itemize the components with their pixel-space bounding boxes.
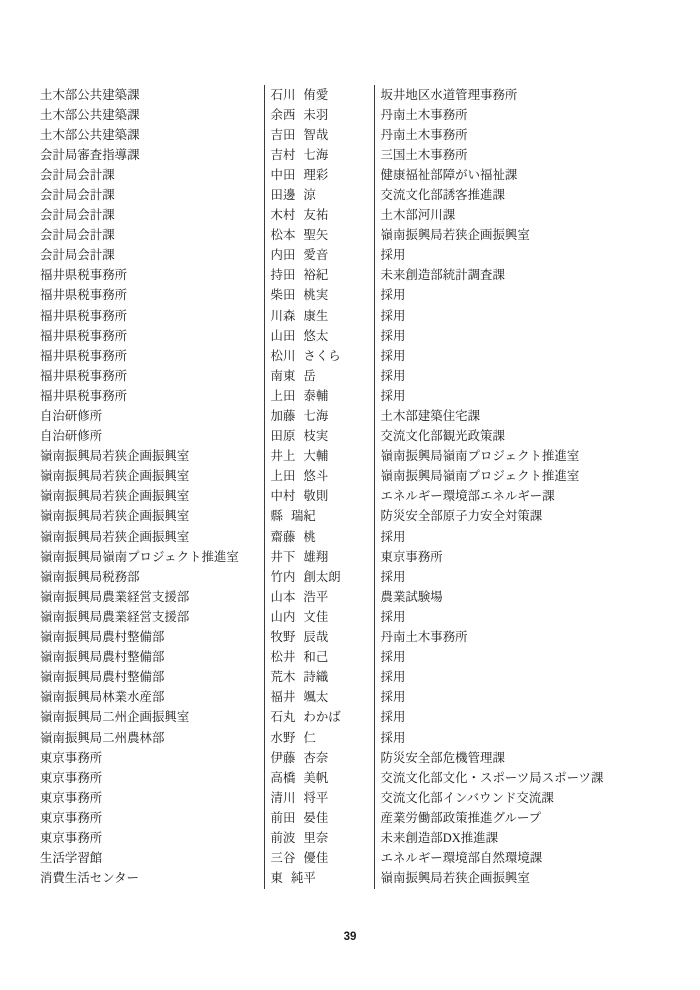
person-given-name: 未羽	[303, 107, 329, 122]
table-row	[38, 869, 668, 889]
person-surname: 山田	[270, 328, 296, 343]
cell-person-name	[264, 427, 374, 447]
cell-new-department: 採用	[374, 346, 668, 366]
person-given-name: 美帆	[303, 770, 329, 785]
cell-current-department: 福井県税事務所	[40, 368, 128, 383]
person-surname: 柴田	[270, 288, 296, 303]
table-row	[38, 346, 668, 366]
table-row	[38, 447, 668, 467]
table-row	[38, 386, 668, 406]
person-surname: 川森	[270, 308, 296, 323]
cell-current-department: 嶺南振興局農村整備部	[40, 630, 165, 645]
person-surname: 吉田	[270, 127, 296, 142]
table-row	[38, 145, 668, 165]
cell-person-name	[264, 306, 374, 326]
person-surname: 竹内	[270, 569, 296, 584]
cell-current-department: 土木部公共建築課	[40, 87, 140, 102]
cell-person-name	[264, 849, 374, 869]
person-surname: 水野	[270, 730, 296, 745]
cell-person-name	[264, 828, 374, 848]
person-given-name: 桃	[303, 529, 316, 544]
person-given-name: 瑞紀	[290, 509, 316, 524]
cell-new-department: 産業労働部政策推進グループ	[374, 808, 668, 828]
cell-new-department: 採用	[374, 607, 668, 627]
cell-person-name	[264, 105, 374, 125]
cell-person-name	[264, 85, 374, 105]
cell-current-department: 嶺南振興局若狭企画振興室	[40, 509, 190, 524]
cell-person-name	[264, 869, 374, 889]
person-surname: 三谷	[270, 851, 296, 866]
table-row	[38, 768, 668, 788]
cell-current-department: 土木部公共建築課	[40, 107, 140, 122]
cell-current-department: 福井県税事務所	[40, 348, 128, 363]
table-row	[38, 567, 668, 587]
person-given-name: さくら	[303, 348, 341, 363]
cell-current-department: 福井県税事務所	[40, 328, 128, 343]
cell-person-name	[264, 668, 374, 688]
cell-current-department: 会計局会計課	[40, 228, 115, 243]
table-row	[38, 286, 668, 306]
person-surname: 上田	[270, 388, 296, 403]
person-surname: 東	[270, 871, 283, 886]
cell-current-department: 会計局審査指導課	[40, 147, 140, 162]
table-row	[38, 487, 668, 507]
person-surname: 松本	[270, 228, 296, 243]
person-surname: 山内	[270, 609, 296, 624]
table-row	[38, 628, 668, 648]
personnel-transfer-table	[38, 85, 668, 889]
cell-current-department: 東京事務所	[40, 790, 103, 805]
cell-current-department: 嶺南振興局農業経営支援部	[40, 609, 190, 624]
person-given-name: 理彩	[303, 167, 329, 182]
person-given-name: 七海	[303, 147, 329, 162]
cell-current-department: 東京事務所	[40, 770, 103, 785]
person-surname: 田原	[270, 429, 296, 444]
person-given-name: 智哉	[303, 127, 329, 142]
table-row	[38, 407, 668, 427]
cell-new-department: 採用	[374, 246, 668, 266]
cell-person-name	[264, 185, 374, 205]
table-row	[38, 246, 668, 266]
cell-person-name	[264, 407, 374, 427]
cell-person-name	[264, 467, 374, 487]
person-surname: 高橋	[270, 770, 296, 785]
cell-new-department: 交流文化部インバウンド交流課	[374, 788, 668, 808]
cell-person-name	[264, 145, 374, 165]
cell-new-department: 嶺南振興局嶺南プロジェクト推進室	[374, 447, 668, 467]
table-row	[38, 467, 668, 487]
person-surname: 牧野	[270, 630, 296, 645]
cell-current-department: 自治研修所	[40, 429, 103, 444]
cell-new-department: エネルギー環境部自然環境課	[374, 849, 668, 869]
person-given-name: 桃実	[303, 288, 329, 303]
cell-new-department: 坂井地区水道管理事務所	[374, 85, 668, 105]
cell-current-department: 嶺南振興局林業水産部	[40, 690, 165, 705]
cell-new-department: 採用	[374, 286, 668, 306]
table-row	[38, 125, 668, 145]
cell-new-department: 採用	[374, 728, 668, 748]
cell-new-department: 採用	[374, 306, 668, 326]
table-row	[38, 828, 668, 848]
person-given-name: 枝実	[303, 429, 329, 444]
person-surname: 伊藤	[270, 750, 296, 765]
cell-person-name	[264, 326, 374, 346]
cell-current-department: 会計局会計課	[40, 208, 115, 223]
person-surname: 井上	[270, 449, 296, 464]
cell-person-name	[264, 527, 374, 547]
cell-person-name	[264, 286, 374, 306]
person-given-name: 悠斗	[303, 469, 329, 484]
person-surname: 福井	[270, 690, 296, 705]
table-row	[38, 728, 668, 748]
person-given-name: 泰輔	[303, 388, 329, 403]
cell-new-department: 採用	[374, 366, 668, 386]
table-row	[38, 366, 668, 386]
cell-person-name	[264, 708, 374, 728]
person-given-name: 将平	[303, 790, 329, 805]
person-surname: 井下	[270, 549, 296, 564]
cell-new-department: 交流文化部誘客推進課	[374, 185, 668, 205]
roster-table-container	[38, 85, 668, 889]
table-row	[38, 427, 668, 447]
person-given-name: 敬則	[303, 489, 329, 504]
person-given-name: 和己	[303, 650, 329, 665]
table-row	[38, 527, 668, 547]
person-given-name: 里奈	[303, 830, 329, 845]
person-given-name: 裕紀	[303, 268, 329, 283]
cell-new-department: 健康福祉部障がい福祉課	[374, 165, 668, 185]
table-row	[38, 788, 668, 808]
cell-person-name	[264, 366, 374, 386]
cell-person-name	[264, 768, 374, 788]
cell-new-department: 交流文化部観光政策課	[374, 427, 668, 447]
cell-current-department: 消費生活センター	[40, 871, 140, 886]
table-row	[38, 507, 668, 527]
person-given-name: 七海	[303, 409, 329, 423]
person-surname: 加藤	[270, 409, 296, 423]
person-surname: 南東	[270, 368, 296, 383]
cell-new-department: 三国土木事務所	[374, 145, 668, 165]
person-surname: 前波	[270, 830, 296, 845]
person-given-name: 康生	[303, 308, 329, 323]
person-given-name: 友祐	[303, 208, 329, 223]
cell-new-department: 採用	[374, 386, 668, 406]
cell-new-department: 丹南土木事務所	[374, 125, 668, 145]
person-surname: 山本	[270, 589, 296, 604]
table-row	[38, 668, 668, 688]
person-surname: 木村	[270, 208, 296, 223]
cell-current-department: 福井県税事務所	[40, 288, 128, 303]
cell-person-name	[264, 788, 374, 808]
cell-current-department: 嶺南振興局税務部	[40, 569, 140, 584]
person-given-name: 杏奈	[303, 750, 329, 765]
person-surname: 中村	[270, 489, 296, 504]
person-given-name: 聖矢	[303, 228, 329, 243]
person-surname: 松川	[270, 348, 296, 363]
person-surname: 石川	[270, 87, 296, 102]
cell-person-name	[264, 226, 374, 246]
cell-current-department: 会計局会計課	[40, 248, 115, 263]
cell-new-department: 丹南土木事務所	[374, 105, 668, 125]
cell-current-department: 東京事務所	[40, 810, 103, 825]
table-row	[38, 708, 668, 728]
cell-person-name	[264, 266, 374, 286]
page-number: 39	[343, 931, 357, 943]
table-row	[38, 266, 668, 286]
cell-person-name	[264, 487, 374, 507]
cell-new-department: 丹南土木事務所	[374, 628, 668, 648]
cell-new-department: 採用	[374, 708, 668, 728]
person-given-name: 涼	[303, 187, 316, 202]
cell-person-name	[264, 728, 374, 748]
cell-current-department: 嶺南振興局二州農林部	[40, 730, 165, 745]
cell-current-department: 福井県税事務所	[40, 268, 128, 283]
person-given-name: 仁	[303, 730, 316, 745]
cell-person-name	[264, 547, 374, 567]
cell-current-department: 嶺南振興局農村整備部	[40, 650, 165, 665]
table-row	[38, 587, 668, 607]
cell-new-department: 農業試験場	[374, 587, 668, 607]
cell-new-department: 嶺南振興局若狭企画振興室	[374, 226, 668, 246]
cell-new-department: 採用	[374, 527, 668, 547]
cell-person-name	[264, 688, 374, 708]
person-given-name: 純平	[290, 871, 316, 886]
cell-person-name	[264, 447, 374, 467]
cell-current-department: 嶺南振興局若狭企画振興室	[40, 529, 190, 544]
table-row	[38, 306, 668, 326]
cell-new-department: 採用	[374, 648, 668, 668]
person-given-name: 辰哉	[303, 630, 329, 645]
cell-new-department: 嶺南振興局嶺南プロジェクト推進室	[374, 467, 668, 487]
cell-current-department: 嶺南振興局嶺南プロジェクト推進室	[40, 549, 239, 564]
table-row	[38, 648, 668, 668]
cell-new-department: エネルギー環境部エネルギー課	[374, 487, 668, 507]
cell-new-department: 未来創造部DX推進課	[374, 828, 668, 848]
cell-person-name	[264, 386, 374, 406]
cell-person-name	[264, 246, 374, 266]
cell-new-department: 採用	[374, 326, 668, 346]
cell-person-name	[264, 125, 374, 145]
cell-new-department: 土木部河川課	[374, 206, 668, 226]
person-given-name: 優佳	[303, 851, 329, 866]
person-surname: 田邊	[270, 187, 296, 202]
table-row	[38, 607, 668, 627]
person-surname: 石丸	[270, 710, 296, 725]
person-surname: 吉村	[270, 147, 296, 162]
person-given-name: 岳	[303, 368, 316, 383]
cell-current-department: 嶺南振興局若狭企画振興室	[40, 489, 190, 504]
cell-new-department: 採用	[374, 688, 668, 708]
table-row	[38, 165, 668, 185]
cell-person-name	[264, 648, 374, 668]
person-surname: 荒木	[270, 670, 296, 685]
cell-person-name	[264, 346, 374, 366]
table-row	[38, 105, 668, 125]
cell-new-department: 土木部建築住宅課	[374, 407, 668, 427]
cell-person-name	[264, 748, 374, 768]
cell-person-name	[264, 587, 374, 607]
person-given-name: 詩織	[303, 670, 329, 685]
person-given-name: 颯太	[303, 690, 329, 705]
table-row	[38, 185, 668, 205]
cell-current-department: 自治研修所	[40, 409, 103, 423]
cell-current-department: 嶺南振興局農業経営支援部	[40, 589, 190, 604]
cell-person-name	[264, 567, 374, 587]
cell-current-department: 土木部公共建築課	[40, 127, 140, 142]
person-surname: 内田	[270, 248, 296, 263]
person-given-name: 浩平	[303, 589, 329, 604]
person-surname: 松井	[270, 650, 296, 665]
cell-current-department: 会計局会計課	[40, 187, 115, 202]
cell-current-department: 東京事務所	[40, 750, 103, 765]
person-given-name: 雄翔	[303, 549, 329, 564]
person-surname: 中田	[270, 167, 296, 182]
cell-current-department: 福井県税事務所	[40, 388, 128, 403]
cell-current-department: 福井県税事務所	[40, 308, 128, 323]
cell-person-name	[264, 808, 374, 828]
cell-new-department: 嶺南振興局若狭企画振興室	[374, 869, 668, 889]
person-given-name: 悠太	[303, 328, 329, 343]
cell-new-department: 東京事務所	[374, 547, 668, 567]
person-given-name: 創太朗	[303, 569, 341, 584]
person-surname: 清川	[270, 790, 296, 805]
person-given-name: 晏佳	[303, 810, 329, 825]
table-row	[38, 688, 668, 708]
cell-person-name	[264, 628, 374, 648]
person-surname: 持田	[270, 268, 296, 283]
table-row	[38, 748, 668, 768]
cell-person-name	[264, 607, 374, 627]
person-surname: 余西	[270, 107, 296, 122]
roster-table-body	[38, 85, 668, 889]
cell-person-name	[264, 507, 374, 527]
person-given-name: わかば	[303, 710, 341, 725]
table-row	[38, 849, 668, 869]
person-given-name: 文佳	[303, 609, 329, 624]
table-row	[38, 808, 668, 828]
cell-person-name	[264, 206, 374, 226]
cell-new-department: 採用	[374, 668, 668, 688]
table-row	[38, 326, 668, 346]
cell-person-name	[264, 165, 374, 185]
cell-current-department: 会計局会計課	[40, 167, 115, 182]
person-surname: 齋藤	[270, 529, 296, 544]
cell-current-department: 嶺南振興局農村整備部	[40, 670, 165, 685]
person-given-name: 侑愛	[303, 87, 329, 102]
cell-current-department: 生活学習館	[40, 851, 103, 866]
person-given-name: 愛音	[303, 248, 329, 263]
cell-new-department: 未来創造部統計調査課	[374, 266, 668, 286]
cell-new-department: 防災安全部原子力安全対策課	[374, 507, 668, 527]
table-row	[38, 547, 668, 567]
table-row	[38, 85, 668, 105]
cell-new-department: 防災安全部危機管理課	[374, 748, 668, 768]
cell-new-department: 採用	[374, 567, 668, 587]
person-given-name: 大輔	[303, 449, 329, 464]
cell-new-department: 交流文化部文化・スポーツ局スポーツ課	[374, 768, 668, 788]
cell-current-department: 嶺南振興局二州企画振興室	[40, 710, 190, 725]
table-row	[38, 226, 668, 246]
table-row	[38, 206, 668, 226]
cell-current-department: 東京事務所	[40, 830, 103, 845]
person-surname: 上田	[270, 469, 296, 484]
cell-current-department: 嶺南振興局若狭企画振興室	[40, 469, 190, 484]
cell-current-department: 嶺南振興局若狭企画振興室	[40, 449, 190, 464]
person-surname: 縣	[270, 509, 283, 524]
person-surname: 前田	[270, 810, 296, 825]
